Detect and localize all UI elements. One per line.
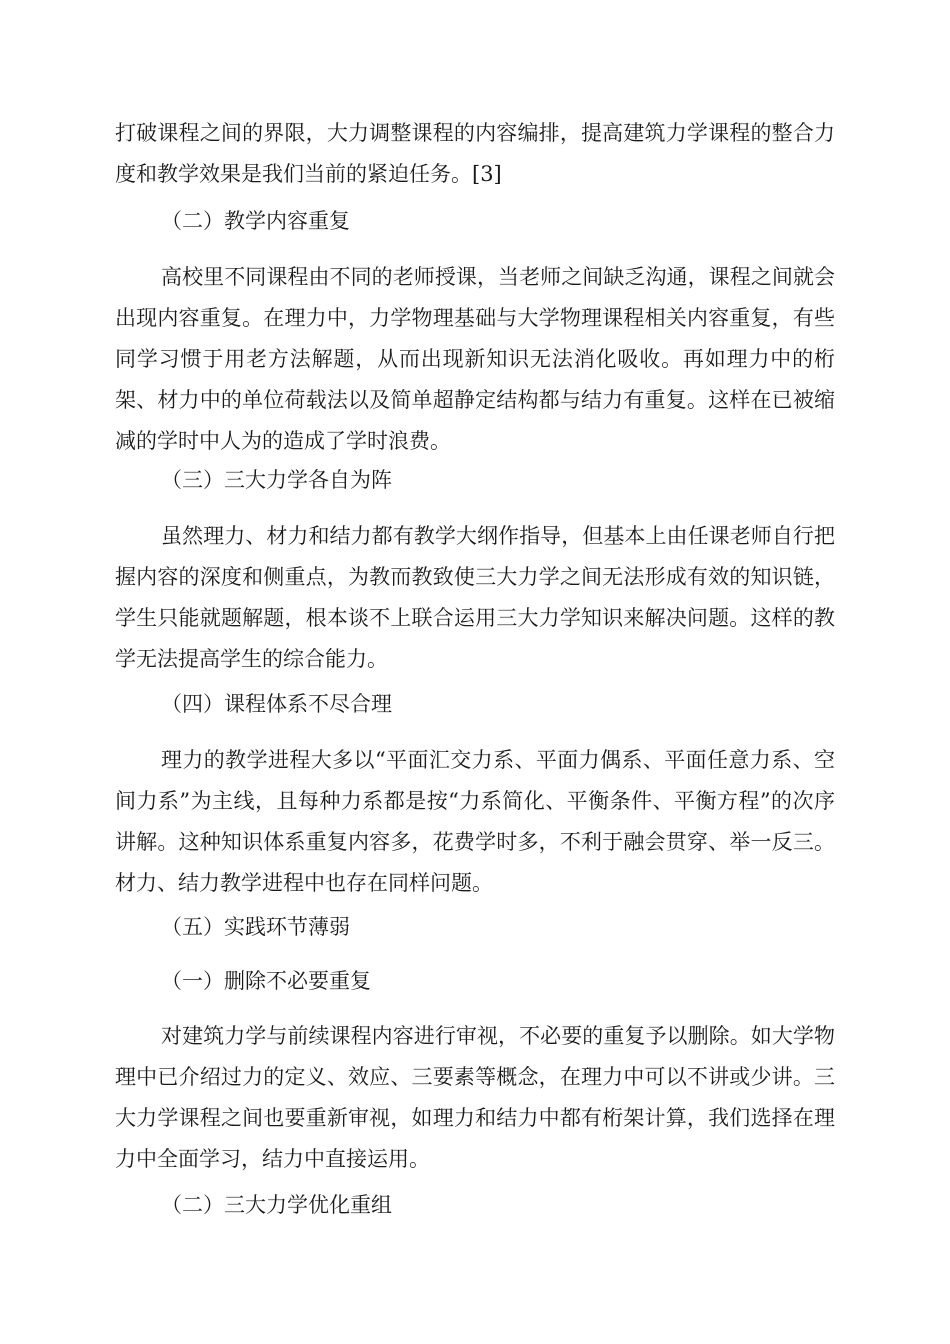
section-heading-curriculum-system: （四）课程体系不尽合理 <box>161 692 392 716</box>
section-heading-mechanics-separate: （三）三大力学各自为阵 <box>161 468 392 492</box>
paragraph-content-repetition: 高校里不同课程由不同的老师授课，当老师之间缺乏沟通，课程之间就会出现内容重复。在理力中，力学物理基础与大学物理课程相关内容重复，有些同学习惯于用老方法解题，从而出现新知识无法消化吸收。再如理力中的桁架、材力中的单位荷载法以及简单超静定结构都与结力有重复。这样在已被缩减的学时中人为的造成了学时浪费。 <box>115 265 835 453</box>
paragraph-mechanics-separate: 虽然理力、材力和结力都有教学大纲作指导，但基本上由任课老师自行把握内容的深度和侧重点，为教而教致使三大力学之间无法形成有效的知识链，学生只能就题解题，根本谈不上联合运用三大力学知识来解决问题。这样的教学无法提高学生的综合能力。 <box>115 524 835 671</box>
paragraph-remove-repetition: 对建筑力学与前续课程内容进行审视，不必要的重复予以删除。如大学物理中已介绍过力的定义、效应、三要素等概念，在理力中可以不讲或少讲。三大力学课程之间也要重新审视，如理力和结力中都有桁架计算，我们选择在理力中全面学习，结力中直接运用。 <box>115 1024 835 1171</box>
paragraph-curriculum-system: 理力的教学进程大多以“平面汇交力系、平面力偶系、平面任意力系、空间力系”为主线，且每种力系都是按“力系简化、平衡条件、平衡方程”的次序讲解。这种知识体系重复内容多，花费学时多，不利于融会贯穿、举一反三。材力、结力教学进程中也存在同样问题。 <box>115 748 835 895</box>
section-heading-remove-repetition: （一）删除不必要重复 <box>161 969 371 993</box>
section-heading-optimize-regroup: （二）三大力学优化重组 <box>161 1193 392 1217</box>
section-heading-weak-practice: （五）实践环节薄弱 <box>161 915 350 939</box>
section-heading-content-repetition: （二）教学内容重复 <box>161 209 350 233</box>
paragraph-continuation: 打破课程之间的界限，大力调整课程的内容编排，提高建筑力学课程的整合力度和教学效果是我们当前的紧迫任务。[3] <box>115 121 835 186</box>
